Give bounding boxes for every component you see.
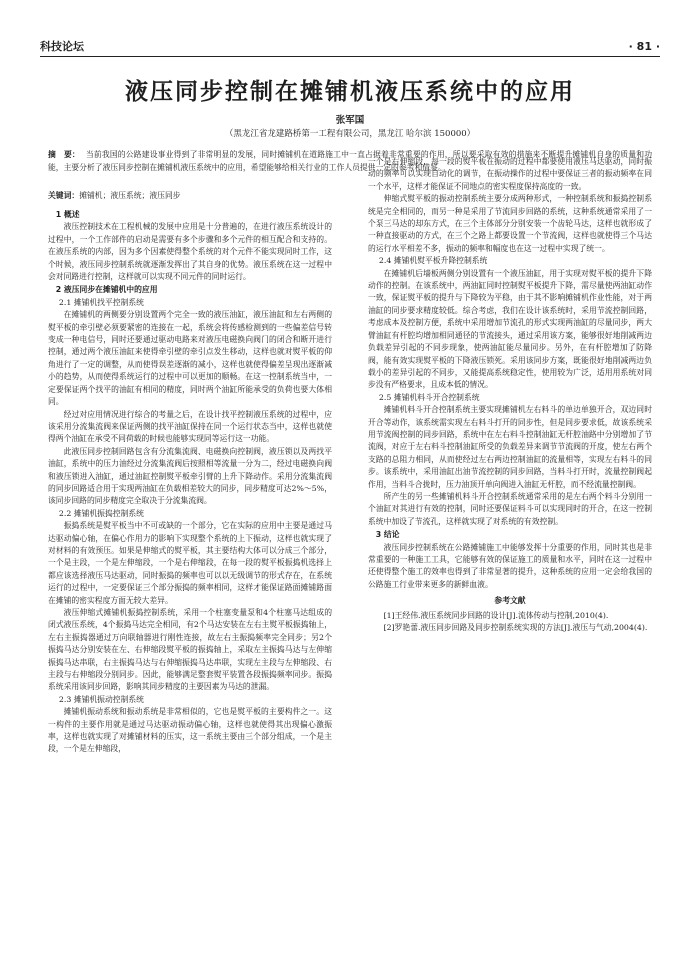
subsection-heading: 2.5 摊铺机料斗开合控制系统 xyxy=(378,392,480,402)
body-paragraph: 伸缩式熨平板的振动控制系统主要分成两种形式，一种控制系统和振捣控制系统是完全相同的，而另一种是采用了节流同步回路的系统，这种系统通常采用了一个泵三马达的却东方式，在三个主体部分分别安装一个齿轮马达，这样也就形成了一种直接驱动的方式，在三个之路上都要设置一个节流阀，这样也就使得三个马达的运行水平相差不多，振动的频率和幅度也在这一过程中实现了统一。 xyxy=(368,194,652,253)
body-paragraph: 振捣系统是熨平板当中不可或缺的一个部分，它在实际的应用中主要是通过马达驱动偏心轴，在偏心作用力的影响下实现整个系统的上下振动，这样也就实现了对材料的有效预压。如果是伸缩式的熨平板，其主要结构大体可以分成三个部分，一个是主段，一个是左伸缩段，一个是右伸缩段，在每一段的熨平板振捣机选择上都应该选择液压马达驱动，同时振捣的频率也可以以无级调节的形式存在，在系统运行的过程中，一定要保证三个部分振捣的频率相同，这样才能保证路面摊铺路面在摊铺的密实程度方面无较大差异。 xyxy=(48,521,332,605)
references-list xyxy=(368,610,652,635)
body-paragraph: 此液压同步控制回路包含有分流集流阀、电磁换向控制阀，液压锁以及两找平油缸，系统中的压力油经过分流集流阀后按照相等流量一分为二，经过电磁换向阀和液压锁进入油缸，通过油缸控制熨平板牵引臂的上升下降动作。采用分流集流阀的同步回路适合用于实现两油缸在负载相差较大的同步，同步精度可达2%～5%，该同步回路的同步精度完全取决于分流集流阀。 xyxy=(48,446,332,506)
section-heading: 1 概述 xyxy=(55,210,80,219)
abstract-label: 摘 要： xyxy=(48,150,80,159)
subsection-heading: 2.3 摊铺机振动控制系统 xyxy=(58,694,144,704)
body-paragraph: 在摊铺机后墙板两侧分别设置有一个液压油缸，用于实现对熨平板的提升下降动作的控制。在该系统中，两油缸同时控制熨平板提升下降，需尽量使两油缸动作一致，保证熨平板的提升与下降较为平稳，由于其不影响摊铺机作业性能，对于两油缸的同步要求精度较低。综合考虑，我们在设计该系统时，采用节流控制回路，考虑成本及控制方便，系统中采用增加节流孔的形式实现两油缸的尽量同步，两大臂油缸有杆腔均增加相同通径的节流接头，通过采用该方案，能够很好地削减两边负载差异引起的不同步现象，使两油缸能尽量同步。另外，在有杆腔增加了防降阀，能有效实现熨平板的下降液压锁死。采用该同步方案，既能很好地削减两边负载小的差异引起的不同步，又能提高系统稳定性，使用较为广泛，适用用系统对同步没有严格要求，且成本低的情况。 xyxy=(368,268,652,390)
journal-name: 科技论坛 xyxy=(40,40,84,53)
section-heading: 2 液压同步在摊铺机中的应用 xyxy=(55,285,158,295)
keywords-text: 摊铺机；液压系统；液压同步 xyxy=(79,191,181,200)
keywords-label: 关键词： xyxy=(48,191,80,200)
author-affiliation: （黑龙江省龙建路桥第一工程有限公司，黑龙江 哈尔滨 150000） xyxy=(224,129,476,139)
body-paragraph: 所产生的另一些摊铺机料斗开合控制系统通常采用的是左右两个料斗分别用一个油缸对其进行有效的控制，同时还要保证料斗可以实现同时的开合，在这一控制系统中加设了节流孔，这样就实现了对系统的有效控制。 xyxy=(368,491,652,526)
running-header xyxy=(40,38,660,54)
author-name: 张军国 xyxy=(335,115,365,126)
reference-item: [2]罗艳蕾.液压同步回路及同步控制系统实现的方法[J].液压与气动,2004(4). xyxy=(383,623,648,633)
body-paragraph: 在摊铺机的两侧要分别设置两个完全一致的液压油缸，液压油缸和左右两侧的熨平板的牵引壁必须要紧密的连接在一起，系统会将传感检测到的一些偏差信号转变成一种电信号，同时还要通过驱动电路来对液压电磁换向阀门的闭合和断开进行控制，通过两个液压油缸来使得牵引壁的牵引点发生移动，这样也就对熨平板的仰角进行了一定的调整，从而使得误差逐渐的减小，这样也就使得偏差呈现出逐渐减小的趋势，从而使得系统运行的过程中可以更加的顺畅。在这一控制系统当中，一定要保证两个找平的油缸有相同的精度，同时两个油缸所能承受的负荷也要大体相同。 xyxy=(48,310,332,407)
header-divider xyxy=(40,56,660,57)
references-title: 参考文献 xyxy=(494,596,526,606)
article-title: 液压同步控制在摊铺机液压系统中的应用 xyxy=(125,78,575,105)
body-paragraph: 液压伸缩式摊铺机振捣控制系统，采用一个柱塞变量泵和4个柱塞马达组成的闭式液压系统，4个振捣马达完全相同，有2个马达安装在左右主熨平板振捣轴上，左右主振捣器通过万向联轴器进行刚性连接，故左右主振捣频率完全同步；另2个振捣马达分别安装在左、右伸缩段熨平板的振捣轴上，采取左主振捣马达与左伸缩振捣马达串联，右主振捣马达与右伸缩振捣马达串联，实现左主段与左伸缩段、右主段与右伸缩段分别同步。因此，能够满足整套熨平装置各段振捣频率同步。振捣系统采用该同步回路，影响其同步精度的主要因素为马达的泄漏。 xyxy=(48,608,332,692)
subsection-heading: 2.2 摊铺机振捣控制系统 xyxy=(58,508,144,518)
body-paragraph: 摊铺机振动系统和振动系统是非常相似的，它也是熨平板的主要构件之一。这一构件的主要作用就是通过马达驱动振动偏心轴，这样也就使得其出现偏心激振率，这样也就实现了对摊铺材料的压实，这一系统主要由三个部分组成，一个是主段，一个是左伸缩段， xyxy=(48,707,332,754)
subsection-heading: 2.1 摊铺机找平控制系统 xyxy=(58,297,144,307)
body-paragraph: 摊铺机料斗开合控制系统主要实现摊铺机左右料斗的单边单独开合，双边同时开合等动作，该系统需实现左右料斗打开的同步性，但是同步要求低，故该系统采用节流阀控制的同步回路，系统中在左右料斗控制油缸无杆腔油路中分别增加了节流阀，对应于左右料斗控制油缸所受的负载差异来调节节流阀的开度，使左右两个支路的总阻力相同，从而使经过左右两边控制油缸的流量相等，实现左右料斗的同步。该系统中，采用油缸出油节流控制的同步回路，当料斗打开时，流量控制阀起作用，当料斗合拢时，压力油顶开单向阀进入油缸无杆腔，而不经流量控制阀。 xyxy=(368,405,652,489)
reference-item: [1]王经伟.液压系统同步回路的设计[J].流体传动与控制,2010(4). xyxy=(383,610,609,620)
body-paragraph: 一个是右伸缩段，每一段的熨平板在振动的过程中都要使用液压马达驱动，同时振动的频率可以实现自动化的调节，在振动操作的过程中要保证三者的振动频率在同一个水平，这样才能保证不同地点的密实程度保持高度的一致。 xyxy=(368,157,652,191)
body-paragraph: 液压同步控制系统在公路摊铺施工中能够发挥十分重要的作用，同时其也是非常重要的一种施工工具，它能够有效的保证施工的质量和水平，同时在这一过程中还使得整个施工的效率也得到了非常显著的提升，这种系统的应用一定会给我国的公路施工行业带来更多的新鲜血液。 xyxy=(368,542,652,589)
right-column-body xyxy=(368,156,652,591)
section-heading: 3 结论 xyxy=(375,530,400,540)
abstract-text: 当前我国的公路建设事业得到了非常明显的发展，同时摊铺机在道路施工中一直占据着非常重要的作用，所以要采取有效的措施来不断提升摊铺机自身的质量和功能，主要分析了液压同步控制在摊铺机液压系统中的应用，希望能够给相关行业的工作人员提供一定的参考和借鉴。 xyxy=(48,150,652,172)
body-paragraph: 经过对应用情况进行综合的考量之后，在设计找平控制液压系统的过程中，应该采用分流集流阀来保证两侧的找平油缸保持在同一个运行状态当中，这样也就使得两个油缸在承受不同荷载的时候也能够实现同等运行这一功能。 xyxy=(48,409,332,444)
left-column xyxy=(48,208,332,756)
body-paragraph: 液压控制技术在工程机械的发展中应用是十分普遍的，在进行液压系统设计的过程中，一个工作部件的启动是需要有多个步骤和多个元件的相互配合和支持的。在液压系统的内部，因为多个因素使得整个系统的对个元件不能实现同时工作，这个时候，液压同步控制系统就逐渐发挥出了其自身的优势。液压系统在这一过程中会对同路进行控制，这样就可以实现不同元件的同时运行。 xyxy=(48,222,332,282)
right-column xyxy=(368,156,652,634)
page-number: · 81 · xyxy=(628,39,660,53)
subsection-heading: 2.4 摊铺机熨平板升降控制系统 xyxy=(378,256,488,266)
